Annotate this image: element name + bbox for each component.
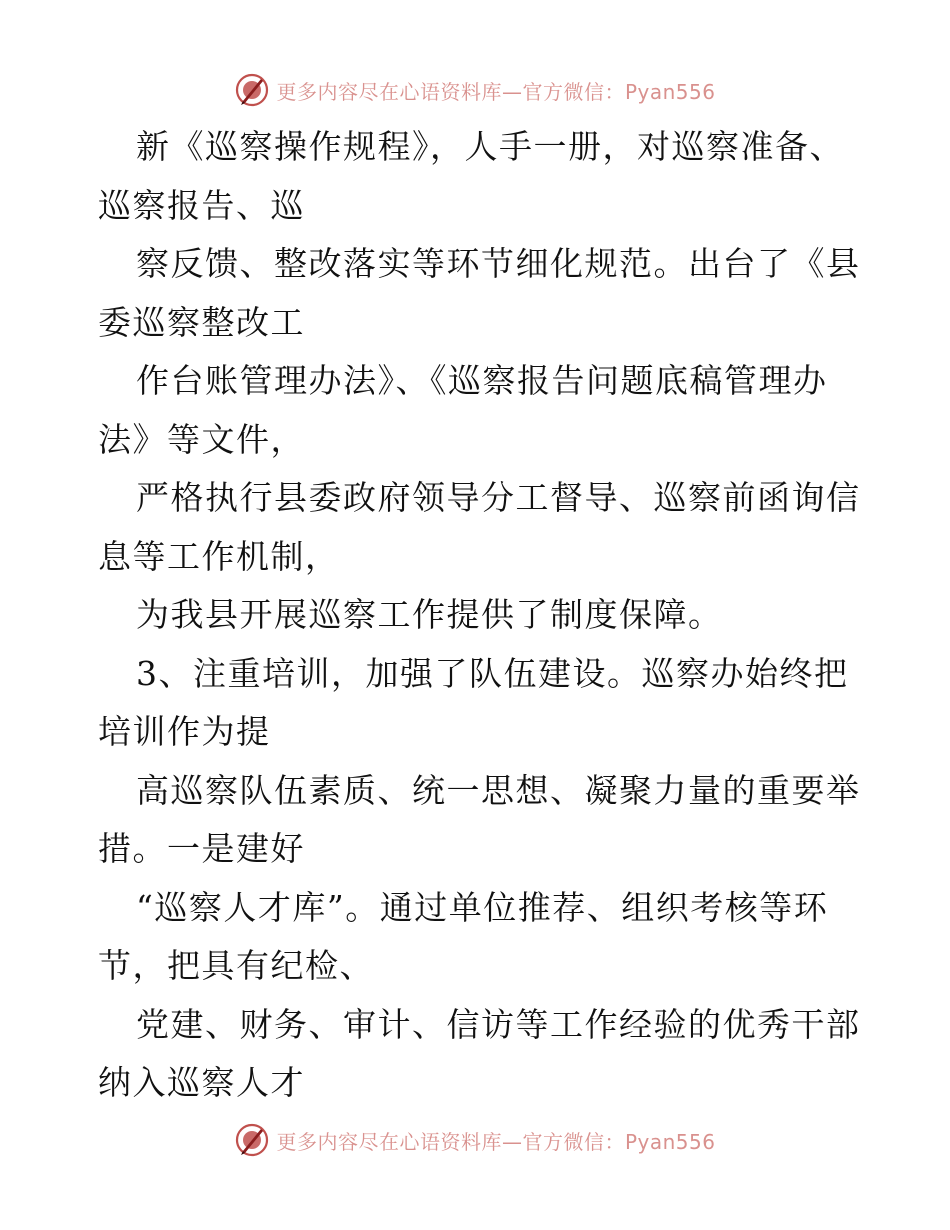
text-line: 法》等文件， [98, 419, 305, 459]
text-line: 党建、财务、审计、信访等工作经验的优秀干部 [136, 1004, 861, 1044]
watermark-text: 更多内容尽在心语资料库—官方微信：Pyan556 [276, 79, 716, 104]
text-line: 作台账管理办法》、《巡察报告问题底稿管理办 [136, 361, 828, 400]
text-line: 为我县开展巡察工作提供了制度保障。 [136, 595, 723, 634]
text-line: 措。一是建好 [98, 829, 305, 868]
text-line: 3、注重培训，加强了队伍建设。巡察办始终把 [136, 653, 849, 693]
document-body [98, 118, 861, 1113]
text-line: 纳入巡察人才 [98, 1063, 305, 1102]
text-line: 新《巡察操作规程》，人手一册，对巡察准备、 [136, 127, 844, 166]
text-line: 严格执行县委政府领导分工督导、巡察前函询信 [136, 478, 861, 517]
text-line: 委巡察整改工 [98, 302, 305, 342]
text-line: 节，把具有纪检、 [98, 946, 374, 985]
header-watermark [0, 68, 950, 112]
text-line: 高巡察队伍素质、统一思想、凝聚力量的重要举 [136, 770, 861, 810]
text-line: 巡察报告、巡 [98, 185, 305, 225]
text-line: 培训作为提 [98, 712, 271, 751]
pen-logo-icon [234, 1122, 270, 1158]
watermark-text: 更多内容尽在心语资料库—官方微信：Pyan556 [276, 1129, 716, 1154]
text-line: “巡察人才库”。通过单位推荐、组织考核等环 [136, 887, 829, 927]
text-line: 察反馈、整改落实等环节细化规范。出台了《县 [136, 244, 861, 283]
text-line: 息等工作机制， [98, 536, 340, 576]
pen-logo-icon [234, 72, 270, 108]
footer-watermark [0, 1118, 950, 1162]
